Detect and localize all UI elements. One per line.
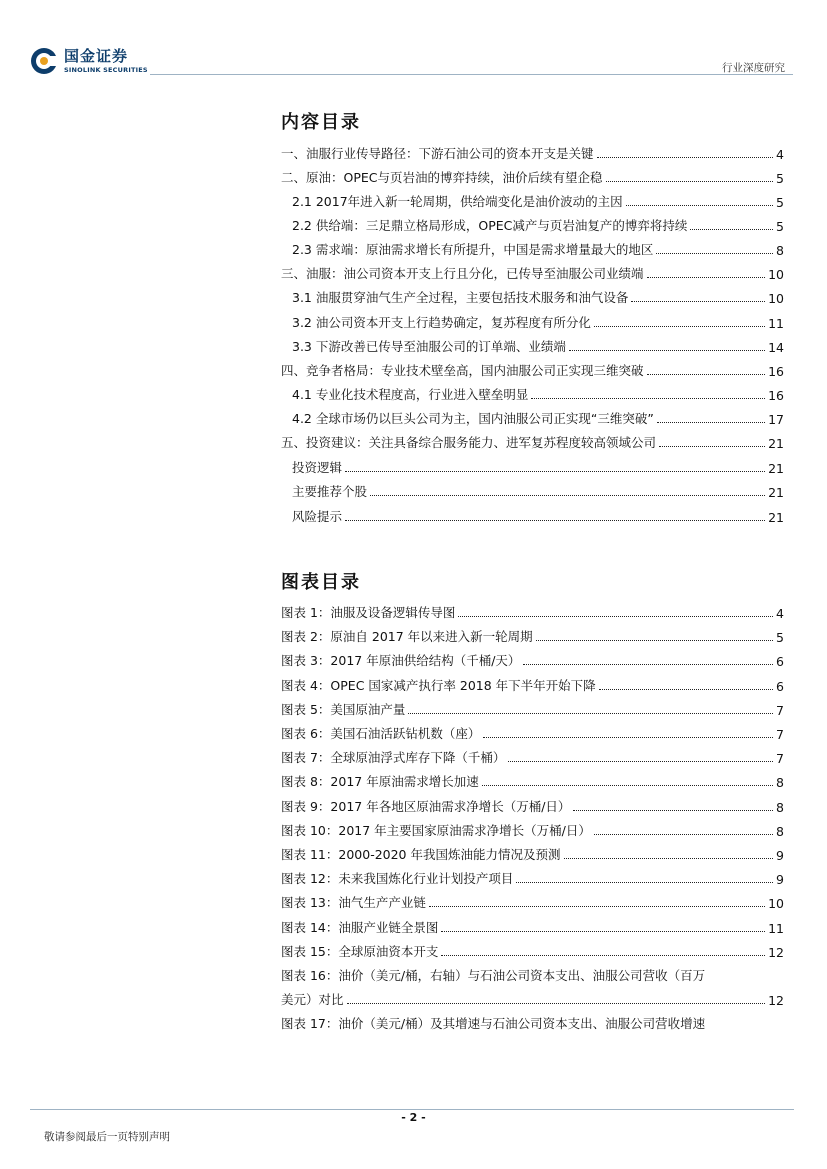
- toc-entry[interactable]: [292, 240, 784, 258]
- toc-entry[interactable]: [292, 507, 784, 525]
- figure-entry-label: 图表 14：油服产业链全景图: [281, 920, 439, 935]
- dot-leader: [345, 471, 765, 472]
- dot-leader: [597, 157, 774, 158]
- figure-entry[interactable]: [281, 627, 784, 645]
- figure-entry-page: 7: [776, 703, 784, 718]
- figure-entry-page: 11: [768, 921, 784, 936]
- footer-divider: [30, 1109, 794, 1110]
- dot-leader: [594, 326, 765, 327]
- toc-entry-label: 风险提示: [292, 509, 343, 524]
- page-header: [0, 0, 827, 80]
- figure-entry-label: 图表 1：油服及设备逻辑传导图: [281, 605, 456, 620]
- dot-leader: [656, 253, 773, 254]
- figure-entry-page: 12: [768, 945, 784, 960]
- dot-leader: [647, 277, 766, 278]
- toc-entry-page: 16: [768, 364, 784, 379]
- dot-leader: [536, 640, 773, 641]
- figure-entry[interactable]: [281, 651, 784, 669]
- toc-entry[interactable]: [281, 433, 784, 451]
- figure-entry[interactable]: [281, 869, 784, 887]
- figure-entry-page: 7: [776, 751, 784, 766]
- header-divider: [150, 74, 793, 75]
- toc-entry[interactable]: [292, 337, 784, 355]
- figure-entry-label: 图表 10：2017 年主要国家原油需求净增长（万桶/日）: [281, 823, 591, 838]
- figure-entry-page: 9: [776, 872, 784, 887]
- dot-leader: [659, 446, 765, 447]
- toc-entry-page: 4: [776, 147, 784, 162]
- dot-leader: [594, 834, 773, 835]
- figure-entry-page: 9: [776, 848, 784, 863]
- dot-leader: [508, 761, 773, 762]
- figure-entry-label: 图表 3：2017 年原油供给结构（千桶/天）: [281, 653, 521, 668]
- dot-leader: [690, 229, 773, 230]
- toc-entry-page: 5: [776, 171, 784, 186]
- figure-entry-label: 图表 17：油价（美元/桶）及其增速与石油公司资本支出、油服公司营收增速: [281, 1016, 706, 1031]
- toc-entry-label: 四、竞争者格局：专业技术壁垒高，国内油服公司正实现三维突破: [281, 363, 644, 378]
- figure-entry-label: 图表 12：未来我国炼化行业计划投产项目: [281, 871, 514, 886]
- toc-entry-label: 3.2 油公司资本开支上行趋势确定，复苏程度有所分化: [292, 315, 591, 330]
- dot-leader: [523, 664, 773, 665]
- toc-entry-label: 主要推荐个股: [292, 484, 368, 499]
- figure-entry[interactable]: [281, 918, 784, 936]
- toc-entry-page: 16: [768, 388, 784, 403]
- toc-entry[interactable]: [281, 144, 784, 162]
- toc-entry[interactable]: [281, 361, 784, 379]
- figure-entry[interactable]: [281, 603, 784, 621]
- toc-entry[interactable]: [292, 288, 784, 306]
- figure-entry-page: 5: [776, 630, 784, 645]
- toc-entry-page: 21: [768, 485, 784, 500]
- toc-entry-label: 2.3 需求端：原油需求增长有所提升，中国是需求增量最大的地区: [292, 242, 654, 257]
- figure-entry-page: 6: [776, 679, 784, 694]
- toc-entry-label: 一、油服行业传导路径：下游石油公司的资本开支是关键: [281, 146, 594, 161]
- figure-entry[interactable]: [281, 893, 784, 911]
- figure-entry-label: 图表 16：油价（美元/桶，右轴）与石油公司资本支出、油服公司营收（百万: [281, 968, 706, 983]
- figure-entry[interactable]: [281, 966, 705, 984]
- figure-entry-page: 4: [776, 606, 784, 621]
- figure-entry-page: 8: [776, 800, 784, 815]
- figure-entry-page: 12: [768, 993, 784, 1008]
- toc-entry[interactable]: [292, 216, 784, 234]
- toc-entry-page: 10: [768, 291, 784, 306]
- figure-entry[interactable]: [281, 772, 784, 790]
- figure-entry-page: 8: [776, 824, 784, 839]
- toc-entry[interactable]: [292, 313, 784, 331]
- toc-entry-page: 17: [768, 412, 784, 427]
- figure-entry-label: 图表 9：2017 年各地区原油需求净增长（万桶/日）: [281, 799, 571, 814]
- toc-entry[interactable]: [292, 385, 784, 403]
- dot-leader: [370, 495, 765, 496]
- dot-leader: [482, 785, 773, 786]
- figure-entry-label: 图表 15：全球原油资本开支: [281, 944, 439, 959]
- figure-entry-label: 图表 11：2000-2020 年我国炼油能力情况及预测: [281, 847, 561, 862]
- sinolink-logo-icon: [30, 47, 58, 75]
- figure-entry[interactable]: [281, 724, 784, 742]
- toc-entry-label: 2.1 2017年进入新一轮周期，供给端变化是油价波动的主因: [292, 194, 623, 209]
- toc-entry-label: 4.1 专业化技术程度高，行业进入壁垒明显: [292, 387, 529, 402]
- dot-leader: [647, 374, 766, 375]
- dot-leader: [564, 858, 774, 859]
- dot-leader: [606, 181, 774, 182]
- figure-entry-page: 10: [768, 896, 784, 911]
- dot-leader: [657, 422, 765, 423]
- figure-entry[interactable]: [281, 845, 784, 863]
- disclaimer-note: 敬请参阅最后一页特别声明: [44, 1131, 170, 1143]
- dot-leader: [345, 520, 765, 521]
- figure-entry-label: 图表 2：原油自 2017 年以来进入新一轮周期: [281, 629, 533, 644]
- dot-leader: [626, 205, 773, 206]
- figure-entry-label: 图表 5：美国原油产量: [281, 702, 406, 717]
- figure-entry-label: 图表 6：美国石油活跃钻机数（座）: [281, 726, 481, 741]
- figure-entry[interactable]: [281, 700, 784, 718]
- toc-entry-label: 二、原油：OPEC与页岩油的博弈持续，油价后续有望企稳: [281, 170, 603, 185]
- toc-entry-label: 2.2 供给端：三足鼎立格局形成，OPEC减产与页岩油复产的博弈将持续: [292, 218, 688, 233]
- toc-entry-label: 投资逻辑: [292, 460, 343, 475]
- toc-entry-label: 三、油服：油公司资本开支上行且分化，已传导至油服公司业绩端: [281, 266, 644, 281]
- figure-entry-label: 图表 7：全球原油浮式库存下降（千桶）: [281, 750, 506, 765]
- brand-name-cn: 国金证券: [64, 46, 129, 65]
- figure-entry-label: 美元）对比: [281, 992, 344, 1007]
- toc-entry-page: 21: [768, 510, 784, 525]
- figure-entry-label: 图表 4：OPEC 国家减产执行率 2018 年下半年开始下降: [281, 678, 596, 693]
- dot-leader: [631, 301, 765, 302]
- figure-entry-label: 图表 8：2017 年原油需求增长加速: [281, 774, 479, 789]
- figure-entry-page: 6: [776, 654, 784, 669]
- figure-entry[interactable]: [281, 990, 784, 1008]
- dot-leader: [573, 810, 773, 811]
- toc-entry-page: 8: [776, 243, 784, 258]
- toc-entry-page: 21: [768, 461, 784, 476]
- toc-entry-page: 21: [768, 436, 784, 451]
- toc-entry[interactable]: [292, 482, 784, 500]
- page-number: - 2 -: [401, 1111, 426, 1124]
- toc-entry[interactable]: [281, 168, 784, 186]
- figure-entry[interactable]: [281, 942, 784, 960]
- toc-entry-page: 10: [768, 267, 784, 282]
- toc-entry-page: 14: [768, 340, 784, 355]
- toc-entry[interactable]: [281, 264, 784, 282]
- dot-leader: [441, 931, 765, 932]
- figure-entry[interactable]: [281, 1014, 705, 1032]
- dot-leader: [599, 689, 773, 690]
- dot-leader: [458, 616, 773, 617]
- dot-leader: [569, 350, 765, 351]
- brand-name-en: SINOLINK SECURITIES: [64, 65, 148, 74]
- toc-entry-label: 3.1 油服贯穿油气生产全过程，主要包括技术服务和油气设备: [292, 290, 629, 305]
- dot-leader: [429, 906, 765, 907]
- dot-leader: [441, 955, 765, 956]
- figure-entry[interactable]: [281, 821, 784, 839]
- figure-entry[interactable]: [281, 676, 784, 694]
- toc-title: 内容目录: [281, 112, 361, 133]
- dot-leader: [408, 713, 773, 714]
- toc-entry[interactable]: [292, 458, 784, 476]
- dot-leader: [531, 398, 765, 399]
- toc-entry-label: 五、投资建议：关注具备综合服务能力、进军复苏程度较高领域公司: [281, 435, 657, 450]
- toc-entry-page: 11: [768, 316, 784, 331]
- figure-list-title: 图表目录: [281, 572, 361, 593]
- figure-entry[interactable]: [281, 797, 784, 815]
- toc-entry-page: 5: [776, 219, 784, 234]
- toc-entry-page: 5: [776, 195, 784, 210]
- dot-leader: [347, 1003, 766, 1004]
- figure-entry-page: 8: [776, 775, 784, 790]
- figure-entry[interactable]: [281, 748, 784, 766]
- brand-logo: [30, 44, 155, 78]
- dot-leader: [516, 882, 773, 883]
- toc-entry-label: 4.2 全球市场仍以巨头公司为主，国内油服公司正实现“三维突破”: [292, 411, 654, 426]
- toc-entry-label: 3.3 下游改善已传导至油服公司的订单端、业绩端: [292, 339, 566, 354]
- toc-entry[interactable]: [292, 409, 784, 427]
- figure-entry-page: 7: [776, 727, 784, 742]
- dot-leader: [483, 737, 773, 738]
- report-type: 行业深度研究: [722, 62, 785, 74]
- figure-entry-label: 图表 13：油气生产产业链: [281, 895, 426, 910]
- toc-entry[interactable]: [292, 192, 784, 210]
